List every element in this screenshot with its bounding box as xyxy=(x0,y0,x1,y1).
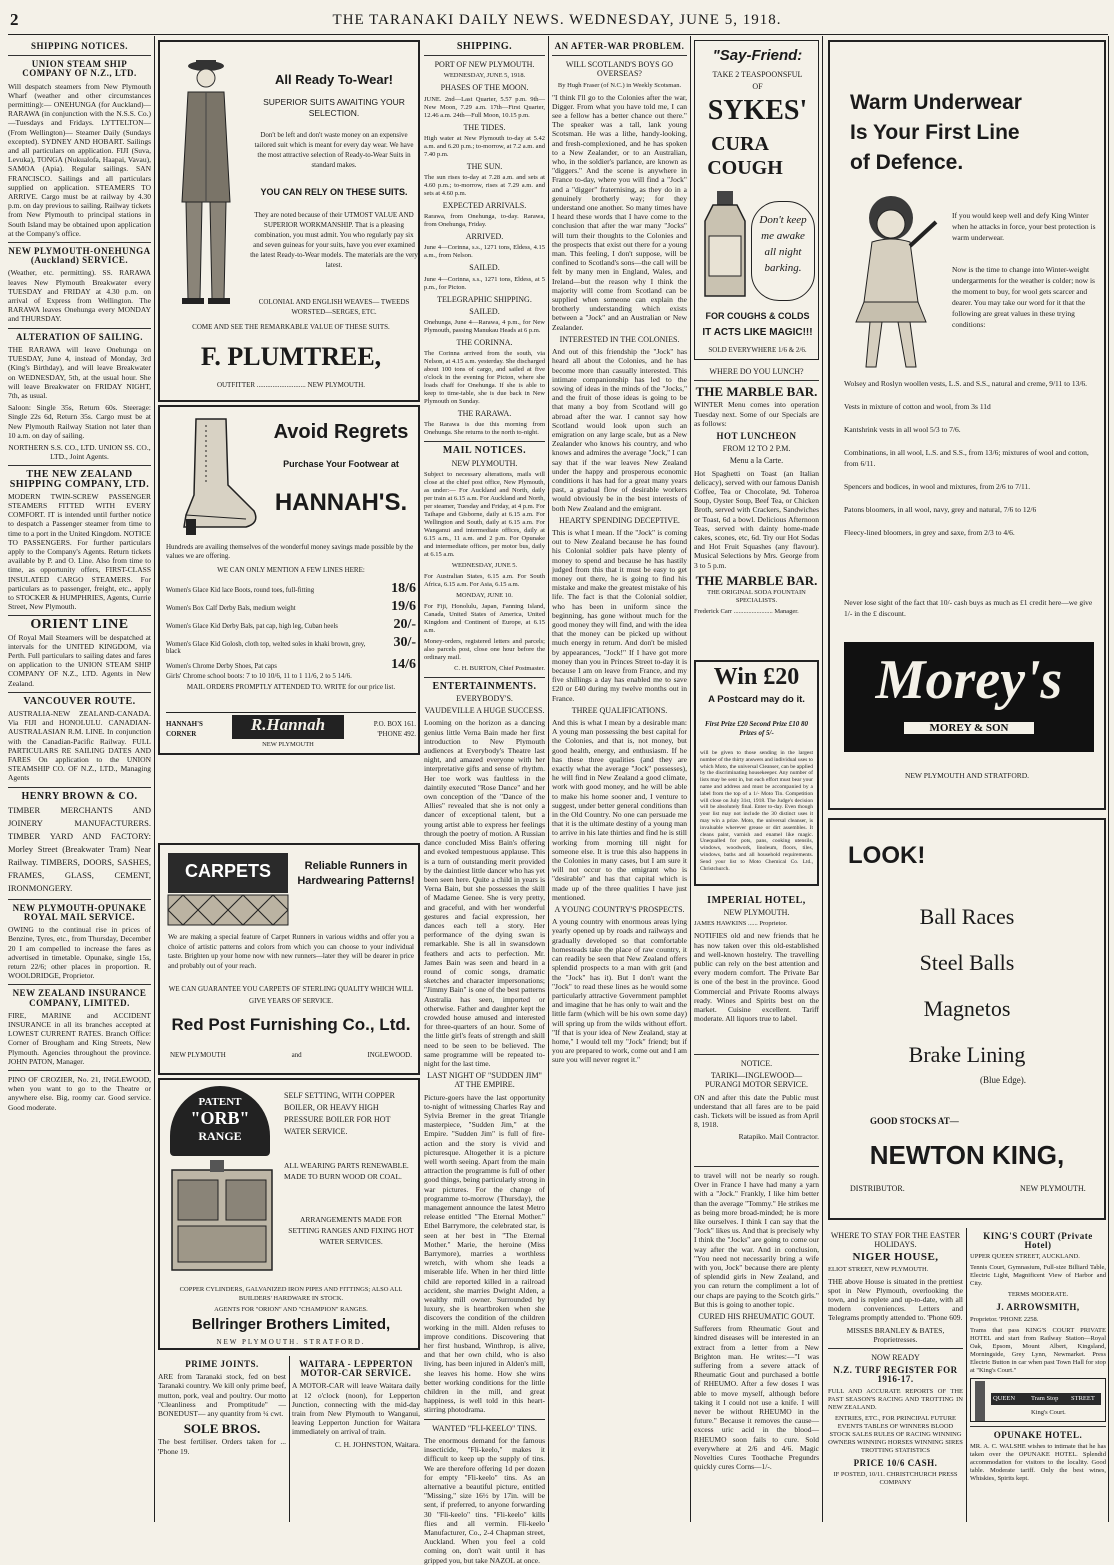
underwear-heading-2: Is Your First Line xyxy=(850,121,1020,144)
newton-item: Steel Balls xyxy=(919,950,1015,975)
side-road xyxy=(975,1381,985,1421)
mail-wed-text: For Australian States, 6.15 a.m. For South Africa, 6.15 a.m. For Asia, 6.15 a.m. xyxy=(424,572,545,588)
vaudeville-heading: VAUDEVILLE A HUGE SUCCESS. xyxy=(424,706,545,716)
expected-text: Rarawa, from Onehunga, to-day. Rarawa, from Onehunga, Friday. xyxy=(424,213,545,229)
entertainments-heading: ENTERTAINMENTS. xyxy=(432,680,537,692)
marble-where: WHERE DO YOU LUNCH? xyxy=(709,367,804,376)
bellringer-name: Bellringer Brothers Limited, xyxy=(191,1316,391,1333)
masthead-rule xyxy=(8,34,1108,35)
turf-price: PRICE 10/6 CASH. xyxy=(853,1457,938,1468)
column-rule xyxy=(822,36,823,1522)
tides-text: High water at New Plymouth to-day at 5.42 a.m. and 6.20 p.m.; to-morrow, at 7.2 a.m. and 7.40 p.m. xyxy=(424,134,545,158)
shipping-heading: SHIPPING. xyxy=(456,41,513,52)
interested-heading: INTERESTED IN THE COLONIES. xyxy=(559,334,680,344)
morey-logo xyxy=(844,642,1094,752)
moon-heading: PHASES OF THE MOON. xyxy=(440,83,529,93)
hannah-item-label: Women's Box Calf Derby Bals, medium weight xyxy=(166,605,296,612)
nz-shipping-text: MODERN TWIN-SCREW PASSENGER STEAMERS FITTED WITH EVERY COMFORT. IT is intended until further notice to despatch a Passenger steamer from time to time to a port in the United Kingdom. NOTICE TO PASSENGERS. For further particulars apply to the Company's Agents. Return tickets available by P. and O. Line. Also from time to time, as opportunity offers, FIRST-CLASS INSULATED CARGO STEAMERS. For particulars as to passenger, freight, etc., apply to STOCKER & HUMPHRIES, Agents, Currie Street, New Plymouth. xyxy=(8,491,151,612)
orb-range-ad xyxy=(158,1078,420,1350)
newton-king-ad xyxy=(828,818,1106,1220)
marble-orig: THE ORIGINAL SODA FOUNTAIN SPECIALISTS. xyxy=(707,589,806,605)
imperial-prop: JAMES HAWKINS ...... Proprietor. xyxy=(694,920,788,928)
waitara-sign: C. H. JOHNSTON, Waitara. xyxy=(334,1439,420,1449)
kings-court-ad xyxy=(970,1228,1106,1522)
morey-underwear-ad xyxy=(828,40,1106,810)
hannah-price-row xyxy=(166,581,416,597)
after-war-sub: WILL SCOTLAND'S BOYS GO OVERSEAS? xyxy=(565,60,674,79)
carpets-and: and xyxy=(291,1051,302,1059)
sudden-jim-heading: LAST NIGHT OF "SUDDEN JIM" AT THE EMPIRE. xyxy=(427,1071,542,1090)
hearty-heading: HEARTY SPENDING DECEPTIVE. xyxy=(559,515,680,525)
moon-text: JUNE. 2nd—Last Quarter, 5.57 p.m. 9th—New Moon, 7.29 a.m. 17th—First Quarter, 12.46 a.m. 24th—Full Moon, 10.15 p.m. xyxy=(424,95,545,119)
nz-shipping-title: THE NEW ZEALAND SHIPPING COMPANY, LTD. xyxy=(9,469,150,490)
hannah-mention: WE CAN ONLY MENTION A FEW LINES HERE: xyxy=(217,566,365,574)
ready-to-wear-heading: All Ready To-Wear! xyxy=(275,72,393,87)
morey-son-text: MOREY & SON xyxy=(904,722,1034,734)
alteration-title: ALTERATION OF SAILING. xyxy=(16,331,143,342)
purchase-footwear: Purchase Your Footwear at xyxy=(283,459,399,469)
look-heading: LOOK! xyxy=(848,842,926,869)
fli-keelo-heading: WANTED "FLI-KEELO" TINS. xyxy=(432,1423,537,1433)
prime-joints-ad xyxy=(158,1356,286,1522)
mail-mon-text: For Fiji, Honolulu, Japan, Fanning Island, Canada, United States of America, United Kingdom and Continent of Europe, at 6.15 a.m. xyxy=(424,602,545,634)
underwear-heading-3: of Defence. xyxy=(850,151,964,174)
marble-winter: WINTER Menu comes into operation Tuesday next. Some of our Specials are as follows: xyxy=(694,400,819,428)
sailed-heading: SAILED. xyxy=(469,263,500,273)
column-rule xyxy=(966,1228,967,1522)
underwear-item: Spencers and bodices, in wool and mixtures, from 2/6 to 7/11. xyxy=(844,482,1031,491)
after-war-text-1: "I think I'll go to the Colonies after the war, Digger. From what you have told me, I can see a fellow has a better chance out there." The speaker was a tall, lank young Scotsman. He was a lithe, handy-looking, and fresh-complexioned, and he has spoken to a New Zealander, or to an Australian, who, in the soldier's parlance, are known as "diggers." And the scene is anywhere in France to-day, where you will find a "Jock" and a "digger" fraternising, as they do in a genuinely brotherly way; for they understand one another. So many times have I heard these words that I have come to the conclusion that after the war many "Jocks" will turn their thoughts to the Colonies and the prospects that exist out there for a young man. This feeling, I don't suppose, will be confined to Scotland's sons—the call will be felt by many men in England, Wales, and Ireland—but the reason why I think the majority will come from Scotland can be supplied when someone can explain the brotherly understanding which exists between a "Jock" and an Australian or New Zealander. xyxy=(552,92,687,332)
bellringer-places: NEW PLYMOUTH. STRATFORD. xyxy=(216,1338,366,1346)
morey-places: NEW PLYMOUTH AND STRATFORD. xyxy=(904,771,1030,780)
mail-np: NEW PLYMOUTH. xyxy=(451,458,518,468)
tariki-title: TARIKI—INGLEWOOD—PURANGI MOTOR SERVICE. xyxy=(705,1071,808,1090)
niger-props: MISSES BRANLEY & BATES, Proprietresses. xyxy=(846,1325,945,1344)
shipping-column xyxy=(424,38,546,1565)
after-war-text-3: This is what I mean. If the "Jock" is coming out to New Zealand because he has found his Colonial soldier pals have plenty of money to spend and because he has hastily judged from this that it must be easy to get money out there, he is going to find his mistake and make the greatest mistake of his life. The fact is that the Colonial soldier, who has been in uniform since the beginning, has gone without much for the good money they will find, and with the idea that the money can be picked up without much energy in return. And don't be misled by appearances, "Jock!" If I have got more money than you in Princes Street to-day it is because I am on leave from France, and my five shillings a day has enabled me to save £20 or £40 during my twelve months out in France. xyxy=(552,527,687,703)
sun-heading: THE SUN. xyxy=(466,161,503,171)
page-number: 2 xyxy=(10,10,20,29)
orb-range: RANGE xyxy=(198,1129,242,1143)
imperial-text: NOTIFIES old and new friends that he has now taken over this old-established and well-known hostelry. The travelling public can rely on the best attention and every modern comfort. The Private Bar is one of the best in the province. Good Commercial and Private Rooms always ready. Wines and Spirits best on the market. Cuisine excellent. Tariff moderate. All liquors true to label. xyxy=(694,931,819,1024)
waitara-text: A MOTOR-CAR will leave Waitara daily at 12 o'clock (noon), for Lepperton Junction, connecting with the mid-day train from New Plymouth to Wanganui, leaving Lepperton Junction for Waitara immediately on arrival of train. xyxy=(292,1381,420,1437)
arrived-heading: ARRIVED. xyxy=(465,232,504,242)
column-rule xyxy=(1108,36,1109,1522)
plumtree-weaves: COLONIAL AND ENGLISH WEAVES— TWEEDS WORSTED—SERGES, ETC. xyxy=(258,298,410,316)
orb-badge xyxy=(170,1086,270,1156)
young-country-heading: A YOUNG COUNTRY'S PROSPECTS. xyxy=(554,905,685,915)
hannah-girls: Girls' Chrome school boots: 7 to 10 10/6, 11 to 1 11/6, 2 to 5 14/6. xyxy=(166,672,352,680)
hannah-item-price: 18/6 xyxy=(391,581,416,596)
marble-bar-ad xyxy=(694,364,819,652)
carpets-np: NEW PLYMOUTH xyxy=(170,1051,226,1059)
hannah-signature: R.Hannah xyxy=(232,715,344,739)
carpets-body: We are making a special feature of Carpet Runners in various widths and offer you a choice of artistic patterns and colors from which you can choose to your individual taste. Brighten up your home now with new runners—later they will be dearer in price and probably out of your reach. xyxy=(168,933,414,970)
rely-on-suits: YOU CAN RELY ON THESE SUITS. xyxy=(260,187,408,197)
carpets-ad xyxy=(158,843,420,1075)
sykes-ad xyxy=(694,40,819,360)
article-continued xyxy=(694,1162,819,1522)
three-heading: THREE QUALIFICATIONS. xyxy=(571,705,668,715)
sykes-for-coughs: FOR COUGHS & COLDS xyxy=(705,311,810,321)
opunake-hotel-text: MR. A. C. WALSHE wishes to intimate that he has taken over the OPUNAKE HOTEL. Splendid accommodation for visitors to the locality. Good table. Moderate tariff. Only the best wines, Whiskies, Spirits kept. xyxy=(970,1442,1106,1482)
marble-hours: FROM 12 TO 2 P.M. xyxy=(722,444,791,454)
underwear-item: Fleecy-lined bloomers, in grey and saxe, from 2/3 to 4/6. xyxy=(844,528,1015,537)
marble-hot: HOT LUNCHEON xyxy=(716,431,797,442)
after-war-text-4: And this is what I mean by a desirable man: A young man possessing the best capital for the Colonies, and that is, not money, but good health, energy, and enthusiasm. If he has these three qualities (and they are exactly what the average "Jock" possesses), he will find in New Zealand a good climate, work with good money, and he will be able to make his home sooner and, I venture to suggest, under better general conditions than in the Old Country. No one can persuade me that it is the ultimate destiny of a young man to arrive in his late thirties and find he is still working from morning till night for someone else. It is true this also happens in the Colonies in many cases, but I am sure it will not occur to the emigrant who is "desirable" and has that capital which is made up of the three qualities I have just mentioned. xyxy=(552,718,687,902)
map-kings-court: King's Court. xyxy=(1031,1408,1066,1416)
shipping-notices-column xyxy=(8,38,151,1522)
hannah-item-price: 14/6 xyxy=(391,657,416,672)
hannah-item-price: 19/6 xyxy=(391,599,416,614)
orb-agents: AGENTS FOR "ORION" AND "CHAMPION" RANGES. xyxy=(214,1306,368,1313)
masthead xyxy=(0,10,1114,34)
hannah-box: P.O. BOX 161. 'PHONE 492. xyxy=(373,720,416,738)
cured-heading: CURED HIS RHEUMATIC GOUT. xyxy=(698,1312,815,1322)
nz-insurance-text: FIRE, MARINE and ACCIDENT INSURANCE in all its branches accepted at LOWEST CURRENT RATES. Branch Office: Corner of Brougham and King Streets, New Plymouth. Agencies throughout the province. JOHN PATON, Manager. xyxy=(8,1010,151,1066)
hannahs-name: HANNAH'S. xyxy=(274,489,408,516)
turf-posted: IF POSTED, 10/11. CHRISTCHURCH PRESS COMPANY xyxy=(833,1470,958,1486)
kings-court-proprietor: Proprietor. 'PHONE 2258. xyxy=(970,1315,1039,1323)
imperial-np: NEW PLYMOUTH. xyxy=(723,908,790,918)
plumtree-outfitter: OUTFITTER ............................ NEW PLYMOUTH. xyxy=(216,381,366,389)
underwear-never: Never lose sight of the fact that 10/- cash buys as much as £1 credit here—we give 1/- in the £ discount. xyxy=(844,598,1093,618)
hannah-footer xyxy=(166,712,416,752)
moto-win: Win £20 xyxy=(713,664,800,690)
rarawa-text: The Rarawa is due this morning from Onehunga. She returns to the north to-night. xyxy=(424,421,545,437)
sykes-sold: SOLD EVERYWHERE 1/6 & 2/6. xyxy=(708,346,807,354)
hannah-item-label: Women's Glace Kid Derby Bals, pat cap, high leg, Cuban heels xyxy=(166,623,338,630)
column-rule xyxy=(154,36,155,1522)
mail-mon: MONDAY, JUNE 10. xyxy=(456,591,513,599)
carpets-places xyxy=(170,1051,412,1059)
column-rule xyxy=(289,1356,290,1522)
kings-court-addr: UPPER QUEEN STREET, AUCKLAND. xyxy=(970,1253,1080,1261)
fli-keelo-text: The enormous demand for the famous insecticide, "Fli-keelo," makes it difficult to keep up the supply of tins. We are therefore offering 1d per dozen for empty "Fli-keelo" tins. As an alternative a beautiful picture, entitled "Missing," size 16½ by 17in. will be sent, if preferred, to anyone forwarding 30 "Fli-keelo" tins. "Fli-keelo" kills flies and all vermin. Fli-keelo Manufacturer, Co., 2-4 Chapman street, Auckland. When you feel a cold coming on, don't wait until it has gripped you, but take NAZOL at once. xyxy=(424,1435,545,1565)
orb-copper: COPPER CYLINDERS, GALVANIZED IRON PIPES AND FITTINGS; ALSO ALL BUILDERS' HARDWARE IN STOCK. xyxy=(179,1286,403,1302)
sailed-text: June 4—Corinna, s.s., 1271 tons, Eldess, at 5 p.m., for Picton. xyxy=(424,275,545,291)
kings-court-title: KING'S COURT (Private Hotel) xyxy=(983,1231,1093,1251)
cured-text: Sufferers from Rheumatic Gout and kindred diseases will be interested in an extract from a letter from a New Brighton man. He writes:—"I was suffering from a severe attack of Rheumatic Gout and purchased a bottle of RHEUMO. After a few doses I was able to move myself, although before taking it I could not use a knife. I will never be without RHEUMO in the future." Because it removes the cause—excess uric acid in the blood—RHEUMO soon fails to cure. Sold everywhere at 2/6 and 4/6. Magic Novelties Cures Toothache Pregundrs quickly cures Corns—1/-. xyxy=(694,1324,819,1472)
sailed2-heading: SAILED. xyxy=(469,306,500,316)
map-queen: QUEEN xyxy=(993,1394,1016,1402)
turf-register: N.Z. TURF REGISTER FOR 1916-17. xyxy=(833,1365,958,1385)
everybodys-heading: EVERYBODY'S. xyxy=(456,694,513,704)
sun-text: The sun rises to-day at 7.28 a.m. and sets at 4.60 p.m.; to-morrow, rises at 7.29 a.m. and sets at 4.60 p.m. xyxy=(424,174,545,198)
vaudeville-text: Looming on the horizon as a dancing genius little Verna Bain made her first introduction to New Plymouth audiences at Everybody's Theatre last night, and amazed everyone with her interpretative gifts and sense of rhythm. Her toe work was faultless in the daintily executed "Rose Dance" and her own conception of the "Dance of the Allies" revealed that she is not only a dancer of exceptional talent, but a young artist able to express her feelings through the poetry of motion. A Russian dance concluded Miss Bain's offering and evoked tempestuous applause. This is a turn of outstanding merit provided by the daintiest little dancer who has yet been seen here. Quite a child in years is Verna Bain, but she possesses the skill of Madame Genee. She is very pretty, and graceful, and with her wonderful gestures and facial expression, her dances each tell a story. Her performance of the dying swan is remarkable. She is all in swansdown feathers and acts to perfection. Mr. James Bain was seen and heard in a round of comic songs, dramatic sketches and character impersonations; "Jimmy Bain" is one of the best patterns Australia has seen, imported or otherwise. Father and daughter kept the crowded house amused and interested for three-quarters of an hour. Some of the little girl's feats of strength and skill need to be seen to be believed. The same programme will be repeated to-night for the last time. xyxy=(424,718,546,1068)
hannah-price-row xyxy=(166,617,416,633)
newton-good-stocks: GOOD STOCKS AT— xyxy=(870,1116,959,1126)
tariki-service-ad xyxy=(694,1050,819,1160)
niger-house-ad xyxy=(828,1228,963,1522)
plumtree-body-2: They are noted because of their UTMOST VALUE AND SUPERIOR WORKMANSHIP. That is a pleasing combination, you must admit. You who regularly pay six and seven guineas for your suits, have you ever examined the latest Ready-to-Wear models. The materials are the very latest. xyxy=(250,211,418,269)
newton-item: Brake Lining xyxy=(908,1042,1026,1067)
union-steamship-title: UNION STEAM SHIP COMPANY OF N.Z., LTD. xyxy=(22,59,137,79)
vancouver-route-title: VANCOUVER ROUTE. xyxy=(23,695,136,707)
underwear-item: Vests in mixture of cotton and wool, from 3s 11d xyxy=(844,402,991,411)
sole-bros-name: SOLE BROS. xyxy=(183,1421,261,1437)
corinna-heading: THE CORINNA. xyxy=(456,338,513,348)
moto-postcard: A Postcard may do it. xyxy=(708,694,805,705)
boot-illustration xyxy=(166,415,262,539)
hannah-item-label: Women's Glace Kid Golosh, cloth top, welted soles in khaki brown, grey, black xyxy=(166,641,366,655)
expected-heading: EXPECTED ARRIVALS. xyxy=(442,201,527,211)
sykes-cough: COUGH xyxy=(707,157,783,179)
tariki-notice: NOTICE. xyxy=(740,1059,773,1068)
tides-heading: THE TIDES. xyxy=(463,122,506,132)
marble-menu: Menu a la Carte. xyxy=(729,456,784,466)
hannah-price-row xyxy=(166,657,416,673)
article-continued-text: to travel will not be nearly so rough. Over in France I have had many a yarn with a "Jock." Frankly, I like him better than the average "Tommy." He strikes me as being more broad-minded; he is more like ourselves. I think I can say that the "Jock" likes us. And that is precisely why I think the "Jocks" are going to come our way after the war. And in conclusion, "You need not necessarily bring a wife with you, Jock" because there are plenty of splendid girls in New Zealand, and you can return the compliment a lot of our chaps are paying to the Scotch girls." But this is going to another topic. xyxy=(694,1171,819,1309)
np-onehunga-title: NEW PLYMOUTH-ONEHUNGA (Auckland) SERVICE. xyxy=(8,246,151,266)
niger-where: WHERE TO STAY FOR THE EASTER HOLIDAYS. xyxy=(830,1231,961,1250)
hannah-item-label: Women's Chrome Derby Shoes, Pat caps xyxy=(166,663,277,670)
arrived-text: June 4—Corinna, s.s., 1271 tons, Eldess, 4.15 a.m., from Nelson. xyxy=(424,244,545,260)
hannah-intro: Hundreds are availing themselves of the wonderful money savings made possible by the values we are offering. xyxy=(166,543,414,560)
column-rule xyxy=(690,36,691,1522)
newton-np: NEW PLYMOUTH. xyxy=(1020,1184,1086,1193)
mail-notices-heading: MAIL NOTICES. xyxy=(442,445,527,457)
niger-text: THE above House is situated in the prettiest spot in New Plymouth, overlooking the town, and is replete and up-to-date, with all modern conveniences. Letters and Telegrams promptly attended to. 'Phone 609. xyxy=(828,1276,963,1323)
shipping-date: WEDNESDAY, JUNE 5, 1918. xyxy=(443,72,526,80)
prime-joints-foot: The best fertiliser. Orders taken for ... 'Phone 19. xyxy=(158,1437,286,1456)
waitara-title: WAITARA - LEPPERTON MOTOR-CAR SERVICE. xyxy=(299,1359,413,1379)
saloon-fares: Saloon: Single 35s, Return 60s. Steerage: Single 22s 6d, Return 35s. Cargo must be at New Plymouth Railway Station not later than 10 a.m. on day of sailing. xyxy=(8,403,151,440)
hannah-item-label: Women's Glace Kid lace Boots, round toes, full-fitting xyxy=(166,587,315,594)
after-war-heading: AN AFTER-WAR PROBLEM. xyxy=(554,41,685,51)
hannahs-corner: HANNAH'S CORNER xyxy=(166,720,203,738)
alteration-text: THE RARAWA will leave Onehunga on TUESDAY, June 4, instead of Monday, 3rd (King's Birthday), and will leave Breakwater on WEDNESDAY, 5th, at the usual hour. She will leave Breakwater on FRIDAY NIGHT, 7th, as usual. xyxy=(8,344,151,400)
carpets-banner xyxy=(168,853,288,893)
newton-item: Magnetos xyxy=(923,996,1011,1021)
sykes-speech-bubble: Don't keep me awake all night barking. xyxy=(751,201,815,301)
waitara-ad xyxy=(292,1356,420,1522)
newton-blue-edge: (Blue Edge). xyxy=(980,1075,1026,1085)
orb-wearing: ALL WEARING PARTS RENEWABLE. MADE TO BURN WOOD OR COAL. xyxy=(284,1161,409,1181)
postmaster: C. H. BURTON, Chief Postmaster. xyxy=(454,664,545,672)
orb-arrange: ARRANGEMENTS MADE FOR SETTING RANGES AND FIXING HOT WATER SERVICES. xyxy=(288,1215,414,1246)
newton-distributor: DISTRIBUTOR. xyxy=(850,1184,905,1193)
marble-items: Hot Spaghetti on Toast (an Italian delicacy), served with our famous Danish Coffee, Tea or Chocolate, 9d. Toheroa Soup, Oyster Soup, Beef Tea, or Chicken Broth, served with Crackers, Sandwiches or Toast, 6d a bowl. Delicious Afternoon Teas, served with dainty home-made cakes, scones, etc, 6d. Try our Hot Sodas and Hot Fruit Squashes (any flavour). Musical Selections by Mrs. George from 3 to 5 p.m. xyxy=(694,468,819,570)
sykes-take: TAKE 2 TEASPOONSFUL xyxy=(712,70,803,79)
hannah-price-row xyxy=(166,635,416,655)
niger-name: NIGER HOUSE, xyxy=(852,1251,939,1264)
marble-name-2: THE MARBLE BAR. xyxy=(695,572,818,588)
underwear-heading xyxy=(850,88,1090,178)
map-tram-stop: Tram Stop xyxy=(1031,1394,1059,1402)
newton-item: Ball Races xyxy=(919,904,1015,929)
plumtree-ad xyxy=(158,40,420,402)
column-rule xyxy=(548,36,549,1522)
underwear-item: Wolsey and Roslyn woollen vests, L.S. and S.S., natural and creme, 9/11 to 13/6. xyxy=(844,379,1088,388)
sykes-name: SYKES' xyxy=(707,95,808,126)
opunake-mail-title: NEW PLYMOUTH-OPUNAKE ROYAL MAIL SERVICE. xyxy=(12,902,147,923)
man-in-suit-illustration xyxy=(172,52,242,312)
newspaper-title: THE TARANAKI DAILY NEWS. WEDNESDAY, JUNE 5, 1918. xyxy=(332,12,782,28)
underwear-heading-1: Warm Underwear xyxy=(850,91,1022,114)
morey-logo-text: Morey's xyxy=(875,649,1063,711)
corinna-text: The Corinna arrived from the south, via Nelson, at 4.15 a.m. yesterday. She discharged about 100 tons of cargo, and sailed at five o'clock in the evening for Picton, where she loads chaff for Onehunga. If she is able to keep to time-table, she is due back in New Plymouth on Sunday. xyxy=(424,350,545,406)
mail-wed: WEDNESDAY, JUNE 5. xyxy=(451,561,518,569)
underwear-text-2: Now is the time to change into Winter-weight undergarments for the weather is colder; now is the moment to buy, for wool gets scarcer and dearer. You may take our word for it that the following are great values in these trying conditions: xyxy=(952,265,1095,329)
sykes-magic: IT ACTS LIKE MAGIC!!! xyxy=(702,327,813,338)
henry-brown-text: TIMBER MERCHANTS AND JOINERY MANUFACTURERS. TIMBER YARD AND FACTORY: Morley Street (Breakwater Tram) Near Railway. TIMBERS, DOORS, SASHES, FRAMES, GLASS, CEMENT, IRONMONGERY. xyxy=(8,804,151,893)
woman-illustration xyxy=(836,182,946,372)
turf-full: FULL AND ACCURATE REPORTS OF THE PAST SEASON'S RACING AND TROTTING IN NEW ZEALAND. xyxy=(828,1387,963,1411)
henry-brown-title: HENRY BROWN & CO. xyxy=(21,790,138,802)
after-war-byline: By Hugh Fraser (of N.C.) in Weekly Scotsman. xyxy=(557,81,682,89)
kings-court-map xyxy=(970,1378,1106,1422)
joint-agents: NORTHERN S.S. CO., LTD. UNION SS. CO., LTD., Joint Agents. xyxy=(8,442,151,462)
opunake-mail-text: OWING to the continual rise in prices of Benzine, Tyres, etc., from Thursday, December 20 I am compelled to increase the fares as advertised in timetable. Opunake, single 15s, return 22/6; other places in proportion. R. WOOLDRIDGE, Proprietor. xyxy=(8,925,151,981)
underwear-text-1: If you would keep well and defy King Winter when he attacks in force, your best protection is warm underwear. xyxy=(952,211,1096,242)
map-street: STREET xyxy=(1071,1394,1095,1402)
opunake-hotel-title: OPUNAKE HOTEL. xyxy=(993,1429,1083,1440)
avoid-regrets-heading: Avoid Regrets xyxy=(273,421,409,443)
superior-suits-text: SUPERIOR SUITS AWAITING YOUR SELECTION. xyxy=(263,97,405,118)
plumtree-come-see: COME AND SEE THE REMARKABLE VALUE OF THESE SUITS. xyxy=(192,323,390,331)
range-stove-illustration xyxy=(170,1160,274,1280)
np-onehunga-text: (Weather, etc. permitting). SS. RARAWA leaves New Plymouth Breakwater every TUESDAY and FRIDAY at 4.30 p.m. on arrival of Express from Wellington. The RARAWA leaves Onehunga every MONDAY and THURSDAY. xyxy=(8,268,151,324)
kings-court-terms: TERMS MODERATE. xyxy=(1007,1291,1069,1299)
crozier-notice: PINO OF CROZIER, No. 21, INGLEWOOD, when you want to go to the Theatre or anywhere else. Big, roomy car. Good service. Good moderate. xyxy=(8,1075,151,1112)
turf-list: ENTRIES, ETC., FOR PRINCIPAL FUTURE EVENTS TABLES OF WINNERS BLOOD STOCK SALES RULES OF RACING WINNING OWNERS WINNING HORSES WINNING SIRES TROTTING STATISTICS xyxy=(828,1414,963,1454)
bottle-icon xyxy=(701,191,751,301)
marble-name: THE MARBLE BAR. xyxy=(695,384,818,400)
moto-competition-ad xyxy=(694,660,819,886)
sykes-of: OF xyxy=(752,82,763,91)
vancouver-route-text: AUSTRALIA-NEW ZEALAND-CANADA. Via FIJI and HONOLULU. CANADIAN-AUSTRALASIAN R.M. LINE. In conjunction with the Canadian-Pacific Railway. FULL PARTICULARS RE SAILING DATES AND FARES On application to the UNION STEAMSHIP CO. OF N.Z., LTD., Managing Agents xyxy=(8,709,151,783)
kings-court-text: Tennis Court, Gymnasium, Full-size Billiard Table, Electric Light, Magnificent View of Harbor and City. xyxy=(970,1264,1106,1288)
red-post-name: Red Post Furnishing Co., Ltd. xyxy=(171,1015,411,1034)
moto-text: will be given to those sending in the largest number of the thirty answers and individual uses to which Moto, the universal Cleanser, can be applied by the discriminating housekeeper. Any number of lists may be sent in, but each effort must bear your name and address and must be accompanied by a label from the top of a 1/- Moto Tin. Competition will close on July 31st, 1918. The Judge's decision will be absolutely final. Enter to-day. Even though your list may not include the 30 distinct uses it may win a prize. Moto, the universal cleanser, is invaluable wherever grease or dirt assembles. It cleans paint, varnish and enamel like magic. Unequalled for pots, pans, cooking utensils, windows, woodwork, linoleum, floors, tiles, windows, baths and all household requirements. Send your list to Moto Chemical Co. Ltd., Christchurch. xyxy=(700,750,813,872)
underwear-item: Kantshrink vests in all wool 5/3 to 7/6. xyxy=(844,425,961,434)
kings-court-prop: J. ARROWSMITH, xyxy=(996,1302,1080,1313)
orb-patent: PATENT xyxy=(198,1096,242,1108)
now-ready: NOW READY xyxy=(871,1353,920,1363)
orient-line-text: Of Royal Mail Steamers will be despatched at intervals for the UNITED KINGDOM, via Perth. Full particulars to sailing dates and fares on application to the UNION STEAM SHIP COMPANY OF N.Z., LTD. Agents in New Zealand. xyxy=(8,632,151,688)
port-heading: PORT OF NEW PLYMOUTH. xyxy=(434,60,535,70)
marble-carr: Frederick Carr ........................ Manager. xyxy=(694,608,799,616)
plumtree-body: Don't be left and don't waste money on an expensive tailored suit which is meant for every day wear. We have the most attractive selection of Ready-to-Wear Suits in standard makes. xyxy=(254,131,414,169)
sykes-say-friend: "Say-Friend: xyxy=(712,47,803,64)
after-war-text-2: And out of this friendship the "Jock" has heard all about the Colonies, and he has become more than casually interested. This intimate companionship has led to the sowing of ideas in the minds of the "Jocks," and the fruit of those ideas is going to be that many a boy from Scotland will go abroad after the war. I cannot say how Scotland would look upon such an emigration on any large scale, but as a New Zealander who knows his country, and who knows and admires the average "Jock," I can say that if the war leaves New Zealand under the happy and prosperous economic conditions it has had for a great many years past, a gradual flow of desirable workers would obviously be in the best interests of both New Zealand and the emigrant. xyxy=(552,347,687,513)
plumtree-name: F. PLUMTREE, xyxy=(200,342,382,371)
imperial-title: IMPERIAL HOTEL, xyxy=(707,895,806,906)
tariki-text: ON and after this date the Public must understand that all fares are to be paid cash. Tickets will be issued as from April 8, 1918. xyxy=(694,1092,819,1130)
prime-joints-title: PRIME JOINTS. xyxy=(185,1359,259,1369)
hannah-mail-orders: MAIL ORDERS PROMPTLY ATTENDED TO. WRITE for our price list. xyxy=(186,683,396,691)
imperial-hotel-ad xyxy=(694,892,819,1046)
sykes-cura: CURA xyxy=(711,133,769,155)
nz-insurance-title: NEW ZEALAND INSURANCE COMPANY, LIMITED. xyxy=(12,988,147,1008)
sailed2-text: Onehunga, June 4—Rarawa, 4 p.m., for New Plymouth, passing Manukau Heads at 6 p.m. xyxy=(424,319,545,335)
mail-text: Subject to necessary alterations, mails will close at the chief post office, New Plymouth, as under:— For Auckland and North, daily per train at 6.15 a.m. For Auckland and North, per steamer, Tuesday and Friday, at 4 p.m. For Taihape and Gisborne, daily at 6.15 a.m. For Wellington and South, daily at 6.15 a.m. For Wanganui and intermediate offices, daily at 6.15 a.m., 11 a.m. and 2 p.m. For Opunake and intermediate offices, per motor bus, daily at 6.15 a.m. xyxy=(424,470,545,558)
carpets-title: CARPETS xyxy=(184,861,271,881)
reliable-runners: Reliable Runners in Hardwearing Patterns! xyxy=(297,860,415,887)
after-war-text-5: A young country with enormous areas lying yearly opened up by roads and railways and gradually developed so that comfortable homesteads take the place of raw country, it can readily be seen that New Zealand offers splendid prospects to a man with grit (and the "Jock" has it). But I don't want the "Jock" to read these lines as he would some particularly attractive Government pamphlet and imagine that he has only to wait and the little farm (which will be his own some day) will spring up from the wilds without effort. "If that is your idea of New Zealand, stay at home," I would tell my "Jock" friend; but if you are prepared to work, come out and I am sure you will never regret it." xyxy=(552,917,687,1065)
hannahs-ad xyxy=(158,405,420,755)
newton-king-name: NEWTON KING, xyxy=(869,1140,1065,1170)
telegraphic-heading: TELEGRAPHIC SHIPPING. xyxy=(437,294,532,304)
orb-self-setting: SELF SETTING, WITH COPPER BOILER, OR HEAVY HIGH PRESSURE BOILER FOR HOT WATER SERVICE. xyxy=(284,1091,395,1136)
carpet-pattern-icon xyxy=(168,895,288,925)
carpets-guarantee: WE CAN GUARANTEE YOU CARPETS OF STERLING QUALITY WHICH WILL GIVE YEARS OF SERVICE. xyxy=(168,985,414,1005)
shipping-notices-heading: SHIPPING NOTICES. xyxy=(30,41,129,51)
hannah-price-list xyxy=(166,579,416,675)
union-steamship-text: Will despatch steamers from New Plymouth Wharf (weather and other circumstances permitting):— ONEHUNGA (for Auckland)— RARAWA (in conjunction with the N.S.S. Co.)—Tuesdays and Fridays. LYTTELTON— (From Wellington)— Steamer Daily (Sundays excepted). SYDNEY AND HOBART. Sailings and all particulars on application. FIJI (Suva, Levuka), TONGA (Nukualofa, Haapai, Vavau), SAMOA (Apia). Regular sailings. SAN FRANCISCO. Sailings and all particulars supplied on application. STEAMERS TO ARRIVE. Cargo must be at railway by 4.30 p.m. on day previous to sailing. Railway tickets from New Plymouth to principal stations in South Island may be obtained upon application at the Company's office. xyxy=(8,81,151,238)
carpets-inglewood: INGLEWOOD. xyxy=(367,1051,412,1059)
niger-street: ELIOT STREET, NEW PLYMOUTH. xyxy=(828,1265,929,1273)
moto-prizes: First Prize £20 Second Prize £10 80 Prizes of 5/- xyxy=(704,720,809,737)
underwear-item: Combinations, in all wool, L.S. and S.S., from 13/6; mixtures of wool and cotton, from 6/11. xyxy=(844,448,1089,468)
rarawa-heading: THE RARAWA. xyxy=(457,409,512,419)
sudden-jim-text: Picture-goers have the last opportunity to-night of witnessing Charles Ray and Sylvia Bremer in the great Triangle masterpiece, "Sudden Jim," at the Empire. "Sudden Jim" is full of fire-action and the story is vivid and picturesque. Altogether it is a picture well worth seeing. Apart from the main attraction the programme is full of other good things, being particularly strong in war pictures. For the change of programme to-morrow (Thursday), the management announce the latest Metro release entitled "The Eternal Mother." Ethel Barrymore, the celebrated star, is seen at her best in "The Eternal Mother." Marie, the heroine (Miss Barrymore), marries a worthless wretch, with whom she leads a miserable life. When in her third little child are reported killed in a railroad accident, she marries Dwight Alden, a wealthy mill owner. Surrounded by luxury, she is heartbroken when she discovers the condition of the children working in the mill. Alden refuses to improve conditions. Discovering that her first husband, Winthrop, is alive, and that her own child, who is also living, has been injured in Alden's mill, she leaves his home. How she wins better working conditions for the little children in the mill, and great happiness, is well told in this heart-stirring photodrama. xyxy=(424,1092,545,1415)
prime-joints-text: ARE from Taranaki stock, fed on best Taranaki country. We kill only prime beef, mutton, pork, veal and poultry. Our motto "Cleanliness and Promptitude" —BONEDUST— any quantity from ¼ cwt. xyxy=(158,1372,286,1419)
kings-court-trams: Trams that pass KING'S COURT PRIVATE HOTEL and start from Railway Station—Royal Oak, Epsom, Mount Albert, Kingsland, Morningside, Grey Lynn, Newmarket. Press Electric Button in car when past Town Hall for stop at "King's Court." xyxy=(970,1326,1106,1374)
orb-name: "ORB" xyxy=(190,1108,250,1128)
underwear-items-list xyxy=(844,378,1100,550)
hannah-item-price: 20/- xyxy=(393,617,416,632)
tariki-sign: Ratapiko. Mail Contractor. xyxy=(738,1132,819,1142)
hannah-np: NEW PLYMOUTH xyxy=(262,741,314,748)
after-war-column xyxy=(552,38,687,1522)
underwear-item: Patons bloomers, in all wool, navy, grey and natural, 7/6 to 12/6 xyxy=(844,505,1037,514)
hannah-item-price: 30/- xyxy=(393,635,416,650)
money-orders: Money-orders, registered letters and parcels; also parcels post, close one hour before the ordinary mail. xyxy=(424,637,545,661)
hannah-price-row xyxy=(166,599,416,615)
newton-items-list xyxy=(830,894,1104,1078)
orient-line-title: ORIENT LINE xyxy=(30,617,129,633)
